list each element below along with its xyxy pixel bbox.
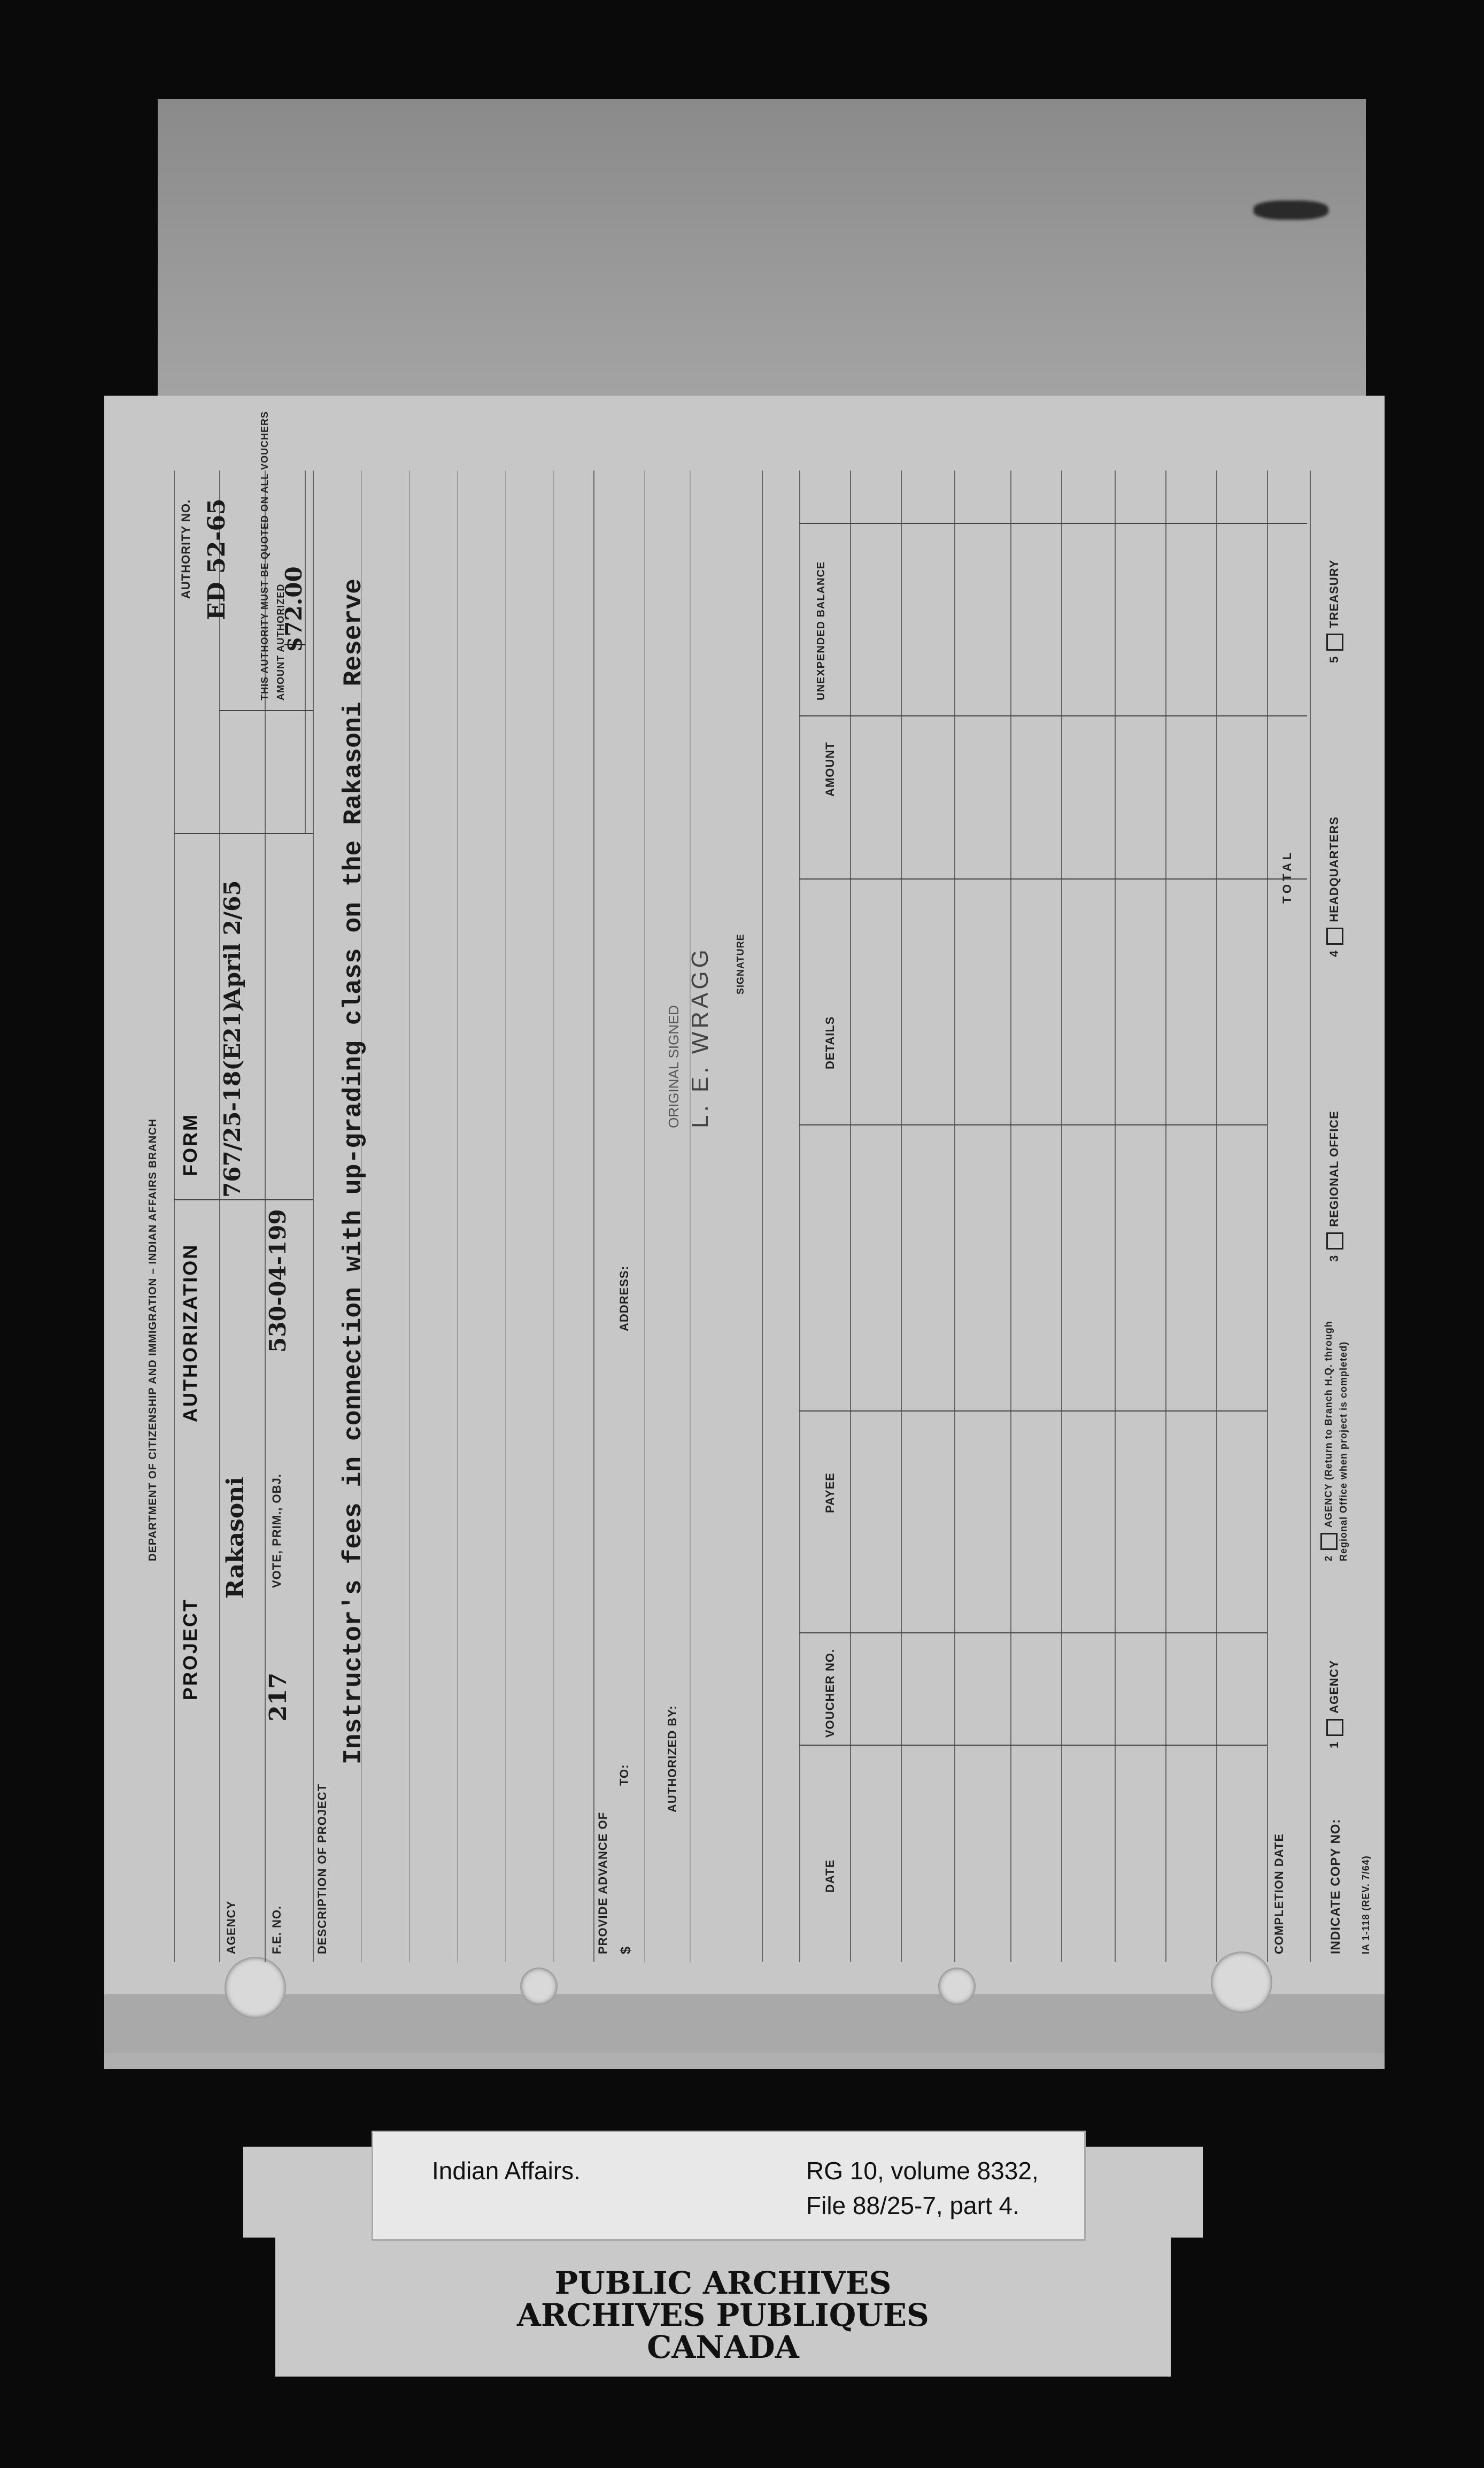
- archive-series: Indian Affairs.: [432, 2157, 581, 2185]
- department-heading: DEPARTMENT OF CITIZENSHIP AND IMMIGRATION – INDIAN AFFAIRS BRANCH: [147, 1119, 159, 1561]
- rule-line: [1165, 471, 1166, 1962]
- indicate-copy-label: INDICATE COPY NO:: [1328, 1818, 1343, 1954]
- rule-line: [690, 471, 691, 1962]
- copy-label: AGENCY: [1327, 1660, 1341, 1714]
- rule-line: [762, 471, 763, 1962]
- archives-stamp-line2: ARCHIVES PUBLIQUES: [517, 2297, 929, 2333]
- copy-option-3: [1326, 1110, 1343, 1262]
- column-divider: [799, 878, 1307, 880]
- provide-advance-label: PROVIDE ADVANCE OF: [596, 1811, 609, 1954]
- rule-line: [553, 471, 554, 1962]
- ink-smudge: [1254, 200, 1328, 220]
- rule-line: [1310, 471, 1311, 1962]
- column-header-unexpended-balance: UNEXPENDED BALANCE: [815, 561, 827, 700]
- copy-option-2: [1320, 1283, 1349, 1561]
- archive-file: File 88/25-7, part 4.: [806, 2192, 1019, 2219]
- authorization-form: [104, 396, 1385, 2069]
- original-signed-stamp: ORIGINAL SIGNED: [666, 1005, 682, 1128]
- background-sheet: [158, 99, 1366, 420]
- copy-label: AGENCY (Return to Branch H.Q. through Regional Office when project is completed): [1323, 1321, 1349, 1561]
- copy-number: 1: [1327, 1741, 1341, 1748]
- authority-no-value: ED 52-65: [203, 498, 230, 620]
- copy-number: 5: [1327, 655, 1341, 663]
- address-label: ADDRESS:: [617, 1266, 631, 1331]
- checkbox[interactable]: [1326, 928, 1343, 945]
- archives-stamp-line3: CANADA: [647, 2329, 799, 2365]
- column-divider: [799, 1124, 1267, 1125]
- form-content: [104, 396, 1385, 2053]
- amount-authorized-value: $72.00: [281, 566, 307, 652]
- column-header-amount: AMOUNT: [823, 742, 837, 797]
- column-divider: [799, 1745, 1267, 1746]
- total-label: TOTAL: [1280, 849, 1294, 904]
- rule-line: [457, 471, 458, 1962]
- copy-number: 2: [1323, 1555, 1334, 1561]
- archive-label-card: [243, 2147, 1203, 2377]
- checkbox[interactable]: [1320, 1533, 1338, 1550]
- fe-no-label: F.E. NO.: [270, 1905, 283, 1954]
- column-header-voucher: VOUCHER NO.: [823, 1648, 837, 1738]
- signature-label: SIGNATURE: [735, 934, 746, 994]
- column-header-date: DATE: [823, 1859, 837, 1893]
- dollar-sign: $: [617, 1946, 633, 1954]
- rule-line: [1115, 471, 1116, 1962]
- rule-line: [954, 471, 955, 1962]
- rule-line: [901, 471, 902, 1962]
- box-divider: [174, 833, 313, 834]
- archive-reference-tab: [372, 2131, 1086, 2241]
- copy-option-4: [1326, 816, 1343, 957]
- copy-number: 3: [1327, 1254, 1341, 1262]
- checkbox[interactable]: [1326, 1232, 1343, 1250]
- rule-line: [313, 471, 314, 1962]
- archives-stamp-line1: PUBLIC ARCHIVES: [554, 2265, 892, 2301]
- rule-line: [799, 471, 800, 1962]
- authority-no-label: AUTHORITY NO.: [179, 499, 192, 599]
- box-line: [305, 471, 306, 834]
- rule-line: [1267, 471, 1268, 1962]
- authorized-by-label: AUTHORIZED BY:: [666, 1705, 679, 1813]
- copy-label: TREASURY: [1327, 559, 1341, 628]
- copy-option-5: [1326, 560, 1343, 663]
- rule-line: [1010, 471, 1011, 1962]
- agency-value: Rakasoni: [222, 1477, 249, 1599]
- column-divider: [799, 523, 1307, 524]
- box-divider: [219, 710, 313, 711]
- quote-notice: THIS AUTHORITY MUST BE QUOTED ON ALL VOUCHERS: [259, 411, 270, 700]
- vote-label: VOTE, PRIM., OBJ.: [270, 1474, 283, 1588]
- vote-value: 530-04-199: [265, 1209, 291, 1353]
- rule-line: [409, 471, 410, 1962]
- column-divider: [799, 1632, 1267, 1633]
- form-code: IA 1-118 (REV. 7/64): [1361, 1855, 1371, 1954]
- rule-line: [174, 471, 175, 1962]
- title-authorization: AUTHORIZATION: [179, 1243, 201, 1422]
- box-divider: [174, 1199, 313, 1200]
- rule-line: [644, 471, 645, 1962]
- copy-label: HEADQUARTERS: [1327, 816, 1341, 922]
- rule-line: [505, 471, 506, 1962]
- checkbox[interactable]: [1326, 634, 1343, 651]
- archive-volume: RG 10, volume 8332,: [806, 2157, 1039, 2185]
- fe-no-value: 217: [265, 1672, 292, 1722]
- copy-label: REGIONAL OFFICE: [1327, 1110, 1341, 1227]
- copy-option-1: [1326, 1660, 1343, 1748]
- column-header-details: DETAILS: [823, 1016, 837, 1069]
- rule-line: [1216, 471, 1217, 1962]
- description-label: DESCRIPTION OF PROJECT: [315, 1783, 329, 1954]
- column-divider: [799, 1410, 1267, 1412]
- to-label: TO:: [617, 1764, 631, 1786]
- description-value: Instructor's fees in connection with up-grading class on the Rakasoni Reserve: [339, 579, 368, 1764]
- rule-line: [593, 471, 594, 1962]
- amount-authorized-label: AMOUNT AUTHORIZED: [275, 583, 286, 700]
- rule-line: [1061, 471, 1062, 1962]
- checkbox[interactable]: [1326, 1719, 1343, 1736]
- agency-label: AGENCY: [225, 1900, 238, 1954]
- title-project: PROJECT: [179, 1598, 201, 1700]
- rule-line: [219, 471, 220, 1962]
- column-divider: [799, 715, 1307, 716]
- title-form: FORM: [179, 1113, 201, 1176]
- rule-line: [850, 471, 851, 1962]
- completion-date-label: COMPLETION DATE: [1272, 1833, 1286, 1954]
- file-reference: 767/25-18(E21): [219, 1001, 245, 1198]
- column-header-payee: PAYEE: [823, 1472, 837, 1513]
- authorization-date: April 2/65: [219, 880, 245, 1005]
- copy-number: 4: [1327, 950, 1341, 957]
- signer-name: L. E. WRAGG: [687, 946, 713, 1128]
